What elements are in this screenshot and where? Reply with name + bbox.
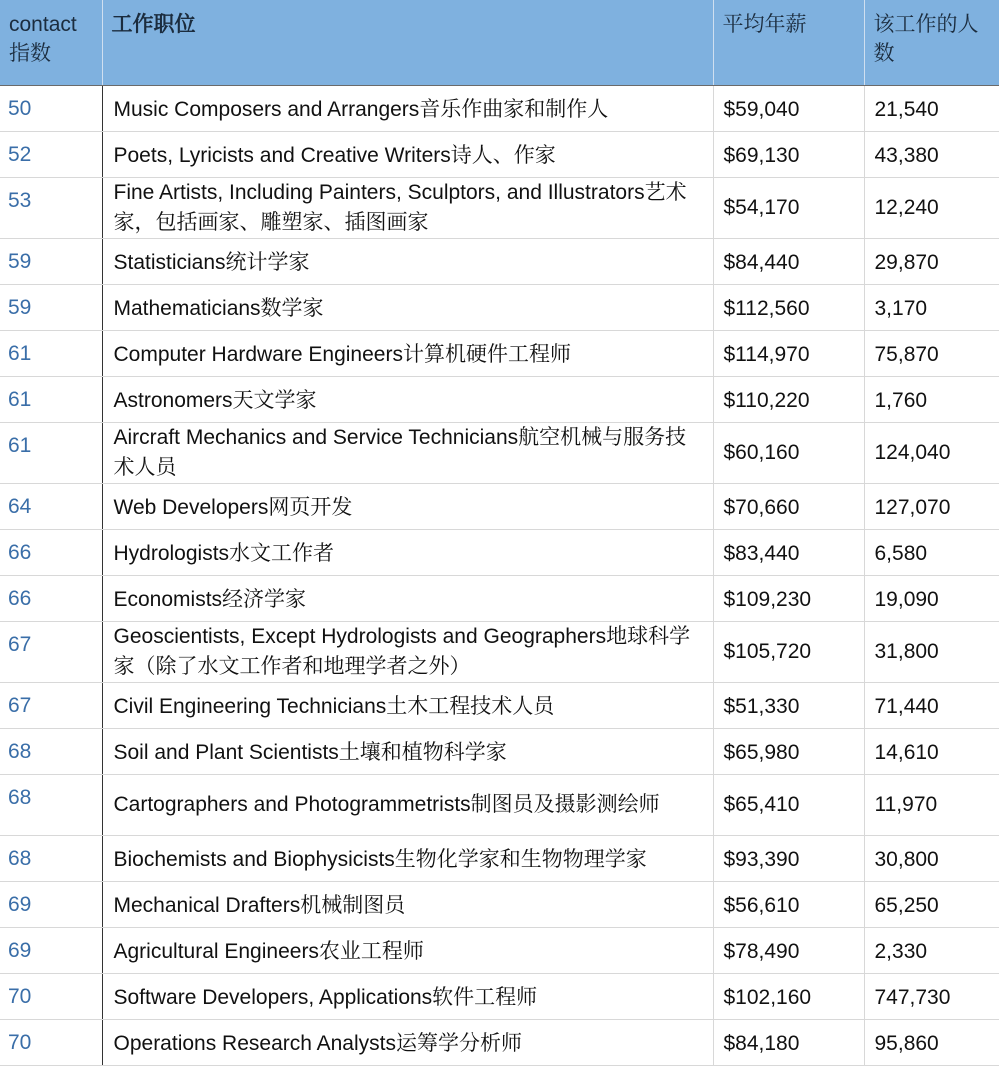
salary-cell: $93,390 (713, 835, 864, 881)
salary-cell: $110,220 (713, 376, 864, 422)
salary-cell: $102,160 (713, 973, 864, 1019)
salary-cell: $59,040 (713, 85, 864, 131)
job-title-cell: Soil and Plant Scientists土壤和植物科学家 (102, 728, 713, 774)
contact-index-cell: 69 (0, 881, 102, 927)
salary-cell: $83,440 (713, 529, 864, 575)
salary-cell: $112,560 (713, 284, 864, 330)
salary-cell: $65,980 (713, 728, 864, 774)
employment-count-cell: 65,250 (864, 881, 999, 927)
table-row (0, 881, 999, 927)
contact-index-cell: 68 (0, 774, 102, 835)
employment-count-cell: 14,610 (864, 728, 999, 774)
contact-index-cell: 64 (0, 483, 102, 529)
table-row (0, 284, 999, 330)
employment-count-cell: 31,800 (864, 621, 999, 682)
employment-count-cell: 95,860 (864, 1019, 999, 1065)
table-row (0, 682, 999, 728)
salary-cell: $114,970 (713, 330, 864, 376)
table-row (0, 177, 999, 238)
contact-index-cell: 67 (0, 682, 102, 728)
employment-count-cell: 2,330 (864, 927, 999, 973)
contact-index-cell: 61 (0, 330, 102, 376)
table-row (0, 529, 999, 575)
employment-count-cell: 124,040 (864, 422, 999, 483)
salary-cell: $60,160 (713, 422, 864, 483)
salary-cell: $105,720 (713, 621, 864, 682)
contact-index-cell: 70 (0, 1019, 102, 1065)
salary-cell: $78,490 (713, 927, 864, 973)
job-title-cell: Statisticians统计学家 (102, 238, 713, 284)
table-row (0, 1019, 999, 1065)
contact-index-cell: 50 (0, 85, 102, 131)
table-row (0, 575, 999, 621)
contact-index-cell: 67 (0, 621, 102, 682)
contact-index-cell: 66 (0, 529, 102, 575)
header-employment-count: 该工作的人数 (864, 0, 999, 85)
employment-count-cell: 3,170 (864, 284, 999, 330)
header-contact-index: contact指数 (0, 0, 102, 85)
employment-count-cell: 71,440 (864, 682, 999, 728)
employment-count-cell: 1,760 (864, 376, 999, 422)
contact-index-cell: 61 (0, 376, 102, 422)
employment-count-cell: 11,970 (864, 774, 999, 835)
table-row (0, 85, 999, 131)
job-title-cell: Poets, Lyricists and Creative Writers诗人、作家 (102, 131, 713, 177)
employment-count-cell: 29,870 (864, 238, 999, 284)
salary-cell: $54,170 (713, 177, 864, 238)
table-row (0, 376, 999, 422)
employment-count-cell: 43,380 (864, 131, 999, 177)
salary-cell: $56,610 (713, 881, 864, 927)
job-title-cell: Astronomers天文学家 (102, 376, 713, 422)
salary-cell: $109,230 (713, 575, 864, 621)
job-title-cell: Biochemists and Biophysicists生物化学家和生物物理学家 (102, 835, 713, 881)
employment-count-cell: 30,800 (864, 835, 999, 881)
job-title-cell: Economists经济学家 (102, 575, 713, 621)
employment-count-cell: 127,070 (864, 483, 999, 529)
contact-index-cell: 69 (0, 927, 102, 973)
employment-count-cell: 12,240 (864, 177, 999, 238)
job-title-cell: Fine Artists, Including Painters, Sculptors, and Illustrators艺术家，包括画家、雕塑家、插图画家 (102, 177, 713, 238)
table-row (0, 621, 999, 682)
salary-cell: $84,440 (713, 238, 864, 284)
table-row (0, 131, 999, 177)
contact-index-cell: 61 (0, 422, 102, 483)
salary-cell: $84,180 (713, 1019, 864, 1065)
salary-cell: $69,130 (713, 131, 864, 177)
table-row (0, 728, 999, 774)
employment-count-cell: 6,580 (864, 529, 999, 575)
contact-index-cell: 59 (0, 284, 102, 330)
job-title-cell: Aircraft Mechanics and Service Technicians航空机械与服务技术人员 (102, 422, 713, 483)
job-title-cell: Cartographers and Photogrammetrists制图员及摄影测绘师 (102, 774, 713, 835)
salary-cell: $70,660 (713, 483, 864, 529)
salary-cell: $51,330 (713, 682, 864, 728)
job-title-cell: Mathematicians数学家 (102, 284, 713, 330)
job-title-cell: Music Composers and Arrangers音乐作曲家和制作人 (102, 85, 713, 131)
table-row (0, 927, 999, 973)
contact-index-cell: 70 (0, 973, 102, 1019)
employment-count-cell: 747,730 (864, 973, 999, 1019)
contact-index-cell: 68 (0, 728, 102, 774)
employment-count-cell: 75,870 (864, 330, 999, 376)
contact-index-cell: 59 (0, 238, 102, 284)
header-row (0, 0, 999, 85)
job-title-cell: Geoscientists, Except Hydrologists and Geographers地球科学家（除了水文工作者和地理学者之外） (102, 621, 713, 682)
header-job-title: 工作职位 (102, 0, 713, 85)
employment-count-cell: 21,540 (864, 85, 999, 131)
table-row (0, 835, 999, 881)
table-row (0, 422, 999, 483)
contact-index-cell: 68 (0, 835, 102, 881)
job-title-cell: Software Developers, Applications软件工程师 (102, 973, 713, 1019)
contact-index-cell: 66 (0, 575, 102, 621)
header-average-salary: 平均年薪 (713, 0, 864, 85)
salary-cell: $65,410 (713, 774, 864, 835)
job-title-cell: Hydrologists水文工作者 (102, 529, 713, 575)
table-row (0, 238, 999, 284)
table-row (0, 483, 999, 529)
employment-count-cell: 19,090 (864, 575, 999, 621)
contact-index-cell: 52 (0, 131, 102, 177)
job-title-cell: Operations Research Analysts运筹学分析师 (102, 1019, 713, 1065)
contact-index-cell: 53 (0, 177, 102, 238)
job-title-cell: Web Developers网页开发 (102, 483, 713, 529)
job-title-cell: Agricultural Engineers农业工程师 (102, 927, 713, 973)
job-title-cell: Civil Engineering Technicians土木工程技术人员 (102, 682, 713, 728)
table-row (0, 973, 999, 1019)
table-row (0, 330, 999, 376)
job-title-cell: Mechanical Drafters机械制图员 (102, 881, 713, 927)
job-title-cell: Computer Hardware Engineers计算机硬件工程师 (102, 330, 713, 376)
table-row (0, 774, 999, 835)
